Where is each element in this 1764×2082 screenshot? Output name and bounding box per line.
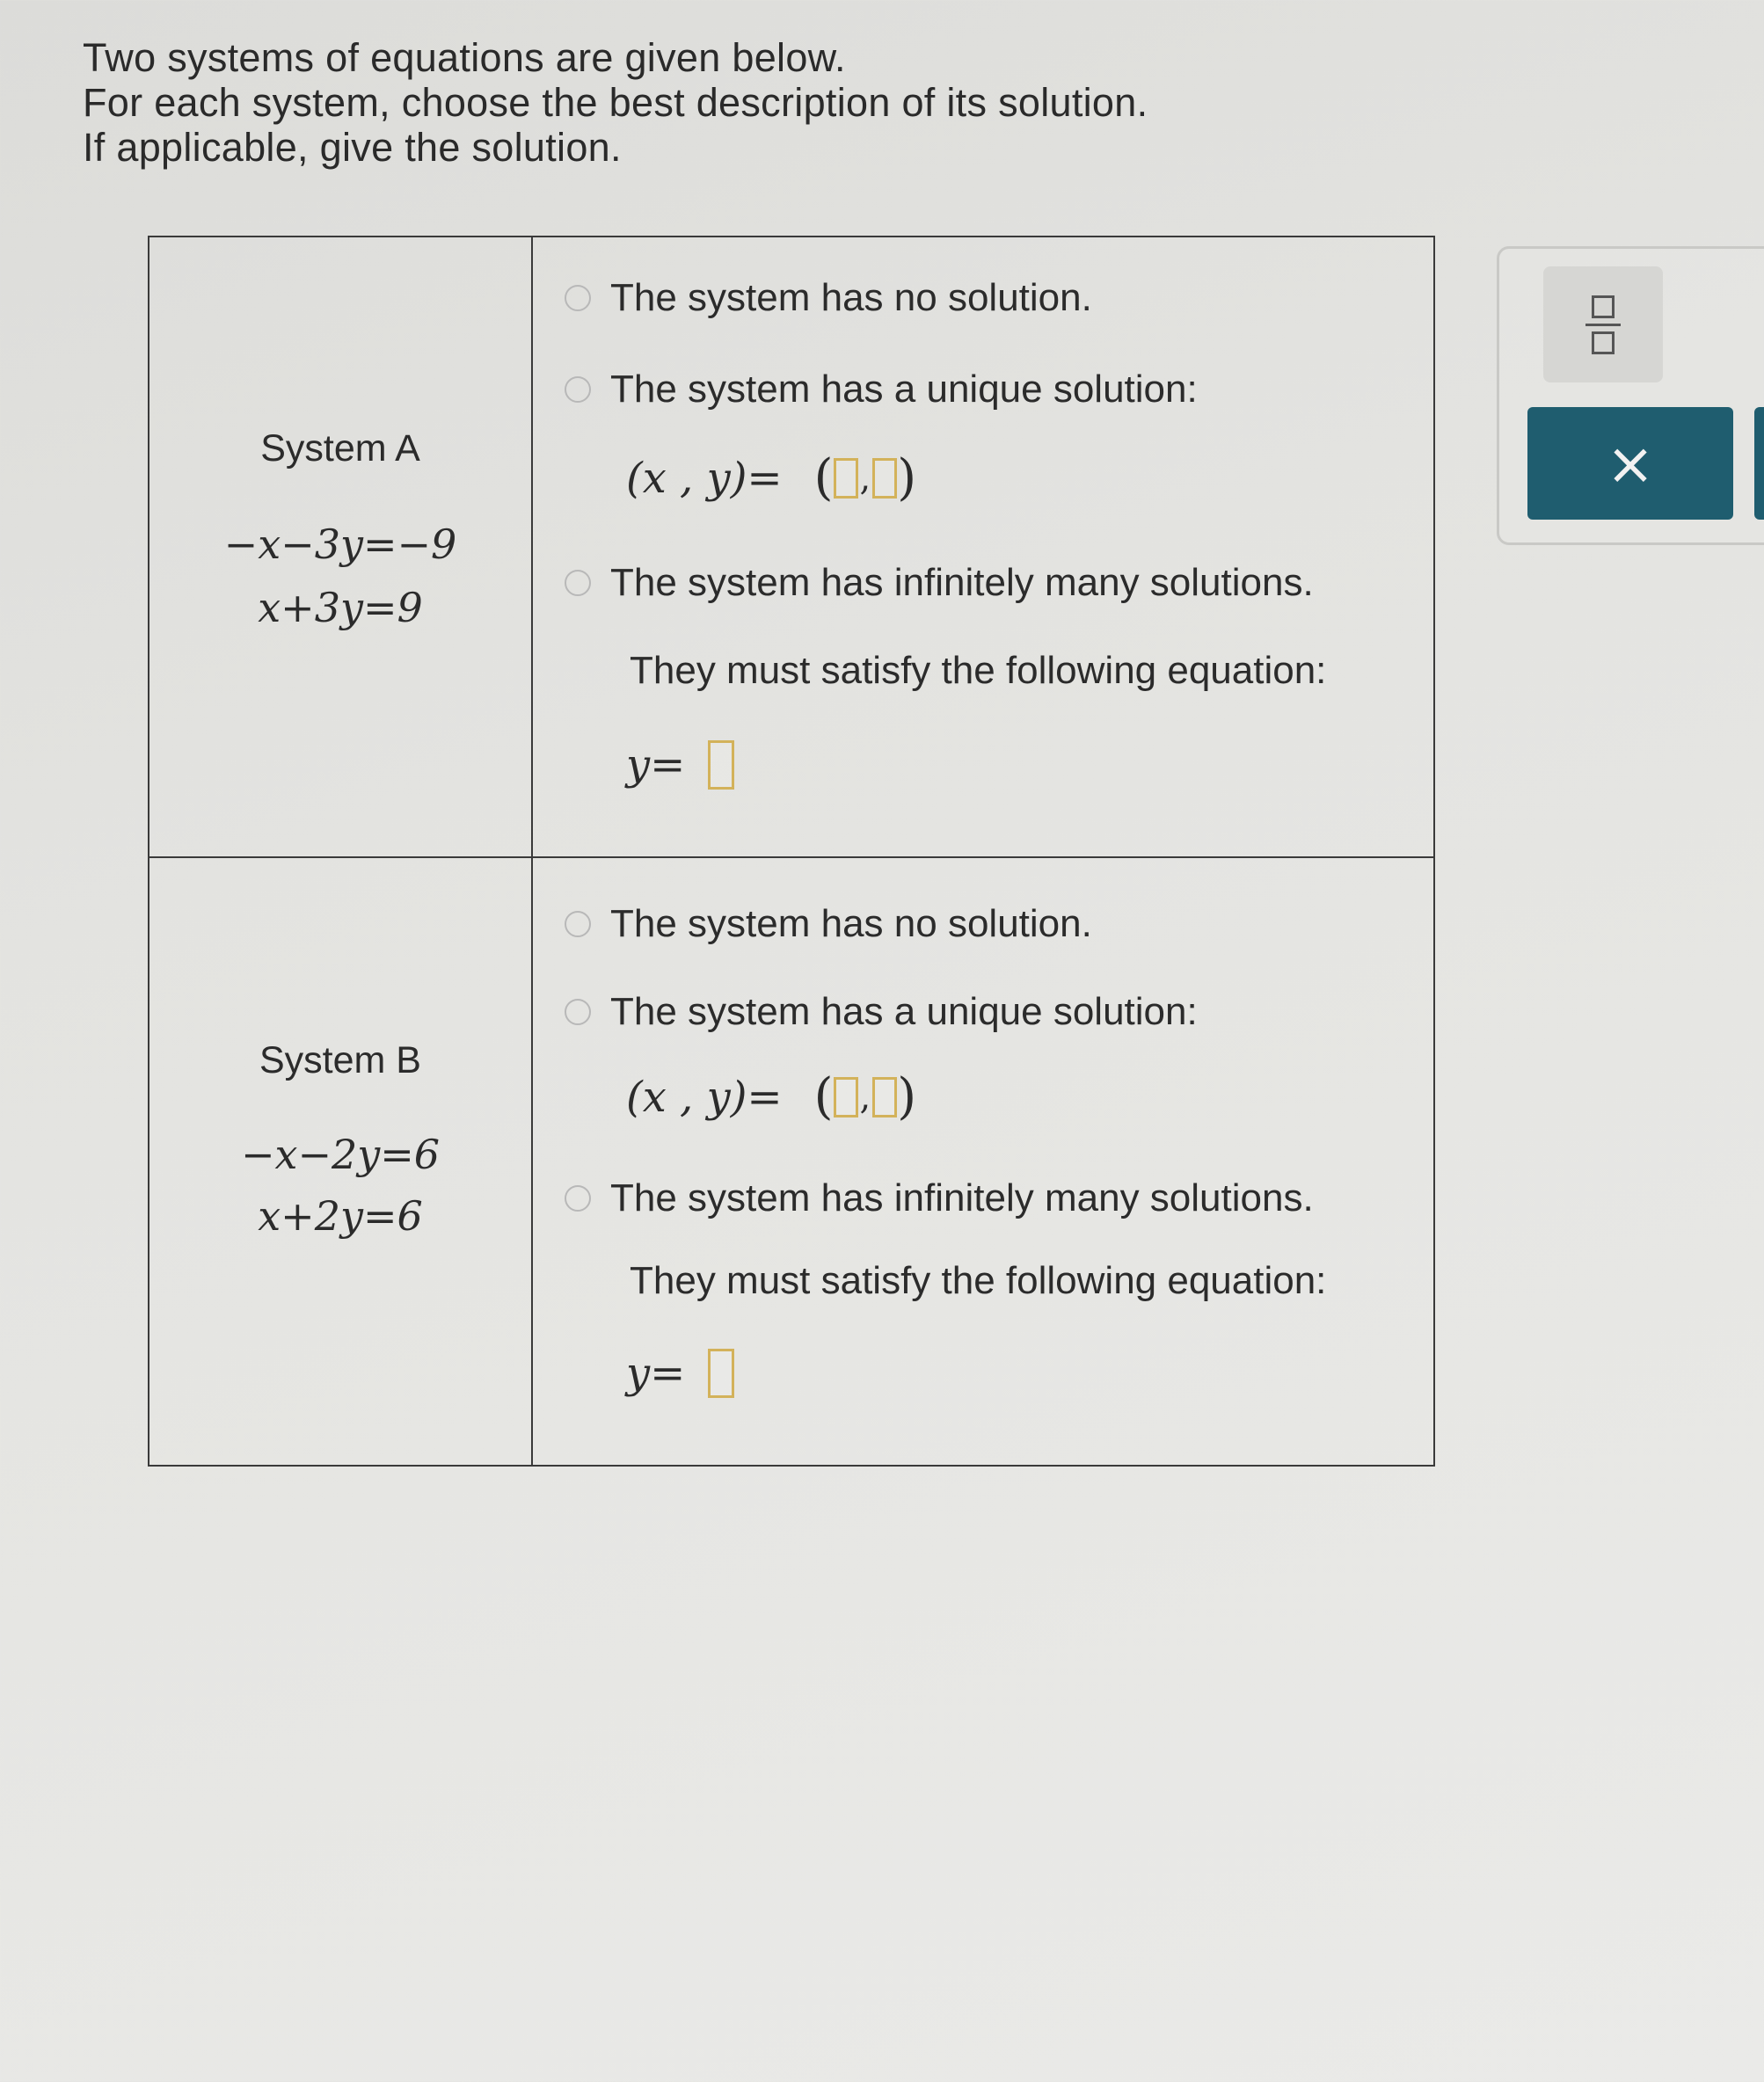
system-a-title: System A	[260, 427, 420, 470]
pair-label: (x , y)=	[626, 1073, 783, 1122]
system-a-must-satisfy: They must satisfy the following equation:	[630, 649, 1327, 692]
numerator-box-icon	[1592, 295, 1615, 318]
option-label: The system has a unique solution:	[610, 990, 1198, 1033]
y-label: y=	[626, 1349, 686, 1398]
denominator-box-icon	[1592, 331, 1615, 354]
radio-button[interactable]	[565, 285, 591, 311]
radio-button[interactable]	[565, 570, 591, 596]
fraction-bar-icon	[1585, 324, 1621, 326]
system-a-y-line	[626, 740, 734, 790]
option-label: The system has infinitely many solutions.	[610, 561, 1314, 604]
option-label: The system has infinitely many solutions.	[610, 1176, 1314, 1219]
comma: ,	[859, 458, 871, 499]
system-b-x-input[interactable]	[834, 1077, 858, 1117]
close-paren: )	[897, 449, 917, 506]
comma: ,	[859, 1077, 871, 1117]
next-button-edge[interactable]	[1754, 407, 1764, 520]
instructions	[83, 35, 1148, 170]
pair-label: (x , y)=	[626, 454, 783, 503]
instruction-line-2: For each system, choose the best description of its solution.	[83, 80, 1148, 125]
system-b-y-line	[626, 1349, 734, 1398]
option-label: The system has no solution.	[610, 902, 1092, 945]
system-b-pair-line	[626, 1068, 917, 1125]
option-label: The system has a unique solution:	[610, 368, 1198, 411]
system-a-y-equation-input[interactable]	[708, 740, 734, 790]
system-b-option-unique[interactable]	[565, 990, 1198, 1034]
math-tool-panel	[1497, 246, 1764, 545]
system-a-equation-1: −x−3y=−9	[223, 520, 457, 568]
open-paren: (	[813, 449, 834, 506]
system-b-must-satisfy: They must satisfy the following equation:	[630, 1259, 1327, 1302]
clear-button[interactable]	[1527, 407, 1733, 520]
system-b-option-no-solution[interactable]	[565, 902, 1092, 946]
close-paren: )	[897, 1068, 917, 1125]
systems-table	[148, 236, 1435, 1467]
radio-button[interactable]	[565, 911, 591, 937]
system-a-options-cell	[533, 237, 1433, 856]
system-b-title: System B	[259, 1039, 421, 1081]
system-b-y-equation-input[interactable]	[708, 1349, 734, 1398]
radio-button[interactable]	[565, 1185, 591, 1212]
system-a-y-input[interactable]	[872, 458, 897, 499]
system-a-option-infinite[interactable]	[565, 561, 1314, 605]
radio-button[interactable]	[565, 376, 591, 403]
system-a-x-input[interactable]	[834, 458, 858, 499]
instruction-line-1: Two systems of equations are given below.	[83, 35, 846, 80]
system-a-equation-2: x+3y=9	[258, 584, 423, 631]
system-b-equation-2: x+2y=6	[258, 1192, 423, 1240]
system-a-label-cell	[149, 237, 533, 856]
open-paren: (	[813, 1068, 834, 1125]
system-a-row	[149, 237, 1433, 858]
system-b-y-input[interactable]	[872, 1077, 897, 1117]
system-b-label-cell	[149, 858, 533, 1465]
system-a-option-unique[interactable]	[565, 368, 1198, 411]
option-label: The system has no solution.	[610, 276, 1092, 319]
instruction-line-3: If applicable, give the solution.	[83, 125, 622, 170]
system-b-equation-1: −x−2y=6	[240, 1131, 441, 1178]
system-b-options-cell	[533, 858, 1433, 1465]
system-a-pair-line	[626, 449, 917, 506]
system-a-option-no-solution[interactable]	[565, 276, 1092, 320]
system-b-option-infinite[interactable]	[565, 1176, 1314, 1220]
system-b-row	[149, 858, 1433, 1465]
close-icon: ×	[1606, 429, 1655, 498]
y-label: y=	[626, 740, 686, 790]
radio-button[interactable]	[565, 999, 591, 1025]
fraction-button[interactable]	[1543, 266, 1663, 382]
